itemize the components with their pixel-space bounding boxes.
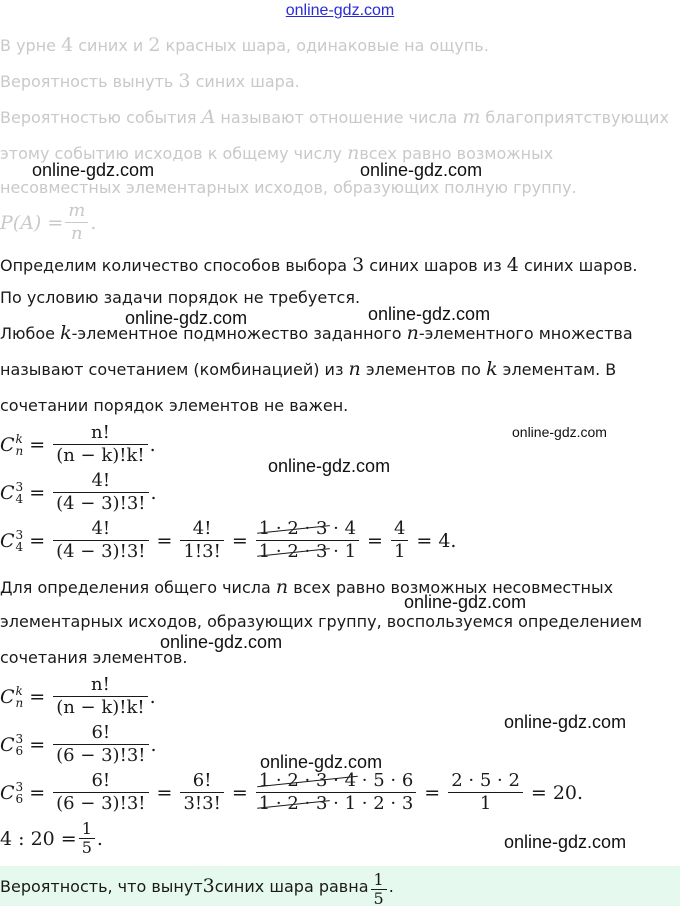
solution-line-6: Для определения общего числа n всех равно возможных несовместных (0, 576, 614, 598)
watermark: online-gdz.com (260, 752, 383, 772)
solution-line-1: Определим количество способов выбора 3 синих шаров из 4 синих шаров. (0, 254, 638, 276)
watermark: online-gdz.com (512, 424, 607, 440)
problem-line-1: В урне 4 синих и 2 красных шара, одинаковые на ощупь. (0, 34, 489, 56)
problem-line-4: этому событию исходов к общему числу nвсех равно возможных (0, 142, 554, 164)
ratio-formula: 4 : 20 = $\frac{1}{5}$ . (0, 819, 103, 857)
watermark: online-gdz.com (125, 308, 248, 328)
combination-formula-1: C k n = $\frac{n!}{(n - k)!k!}$ . (0, 422, 156, 466)
watermark: online-gdz.com (268, 456, 391, 476)
combination-computation-4-3: C 3 4 = $\frac{4!}{(4 - 3)!3!}$ = $\frac{4!}{1!3!}$ = $\frac{1 \cdot 2 \cdot 3 \cdot 4}{1 \cdot 2 \cdot 3 \cdot 1}$ = $\frac{4}{1}$ = 4. (0, 518, 457, 562)
watermark: online-gdz.com (32, 160, 155, 180)
combination-formula-3: C k n = $\frac{n!}{(n - k)!k!}$ . (0, 674, 156, 718)
answer-box: Вероятность, что вынут 3 синих шара равна $\frac{1}{5}$ . (0, 866, 680, 906)
solution-line-5: сочетании порядок элементов не важен. (0, 396, 349, 415)
solution-line-2: По условию задачи порядок не требуется. (0, 288, 361, 307)
site-link[interactable]: online-gdz.com (285, 2, 395, 19)
problem-line-3: Вероятностью события A называют отношение числа m благоприятствующих (0, 106, 669, 128)
solution-line-4: называют сочетанием (комбинацией) из n элементов по k элементам. В (0, 358, 617, 380)
solution-line-7: элементарных исходов, образующих группу, воспользуемся определением (0, 612, 643, 631)
solution-line-3: Любое k-элементное подмножество заданного n-элементного множества (0, 322, 633, 344)
solution-line-8: сочетания элементов. (0, 648, 188, 667)
probability-definition: P(A) = $\frac{m}{n}$ . (0, 200, 97, 244)
problem-line-5: несовместных элементарных исходов, образующих полную группу. (0, 178, 577, 197)
combination-formula-4: C 3 6 = $\frac{6!}{(6 - 3)!3!}$ . (0, 722, 157, 766)
problem-line-2: Вероятность вынуть 3 синих шара. (0, 70, 300, 92)
combination-computation-6-3: C 3 6 = $\frac{6!}{(6 - 3)!3!}$ = $\frac{6!}{3!3!}$ = $\frac{1 \cdot 2 \cdot 3 \cdot 4 \cdot 5 \cdot 6}{1 \cdot 2 \cdot 3 \cdot 1 \cdot 2 \cdot 3}$ = $\frac{2 \cdot 5 \cdot 2}{1}$ = 20. (0, 770, 584, 814)
watermark: online-gdz.com (504, 832, 627, 852)
watermark: online-gdz.com (160, 632, 283, 652)
watermark: online-gdz.com (504, 712, 627, 732)
watermark: online-gdz.com (360, 160, 483, 180)
watermark: online-gdz.com (404, 592, 527, 612)
combination-formula-2: C 3 4 = $\frac{4!}{(4 - 3)!3!}$ . (0, 470, 157, 514)
watermark: online-gdz.com (368, 304, 491, 324)
